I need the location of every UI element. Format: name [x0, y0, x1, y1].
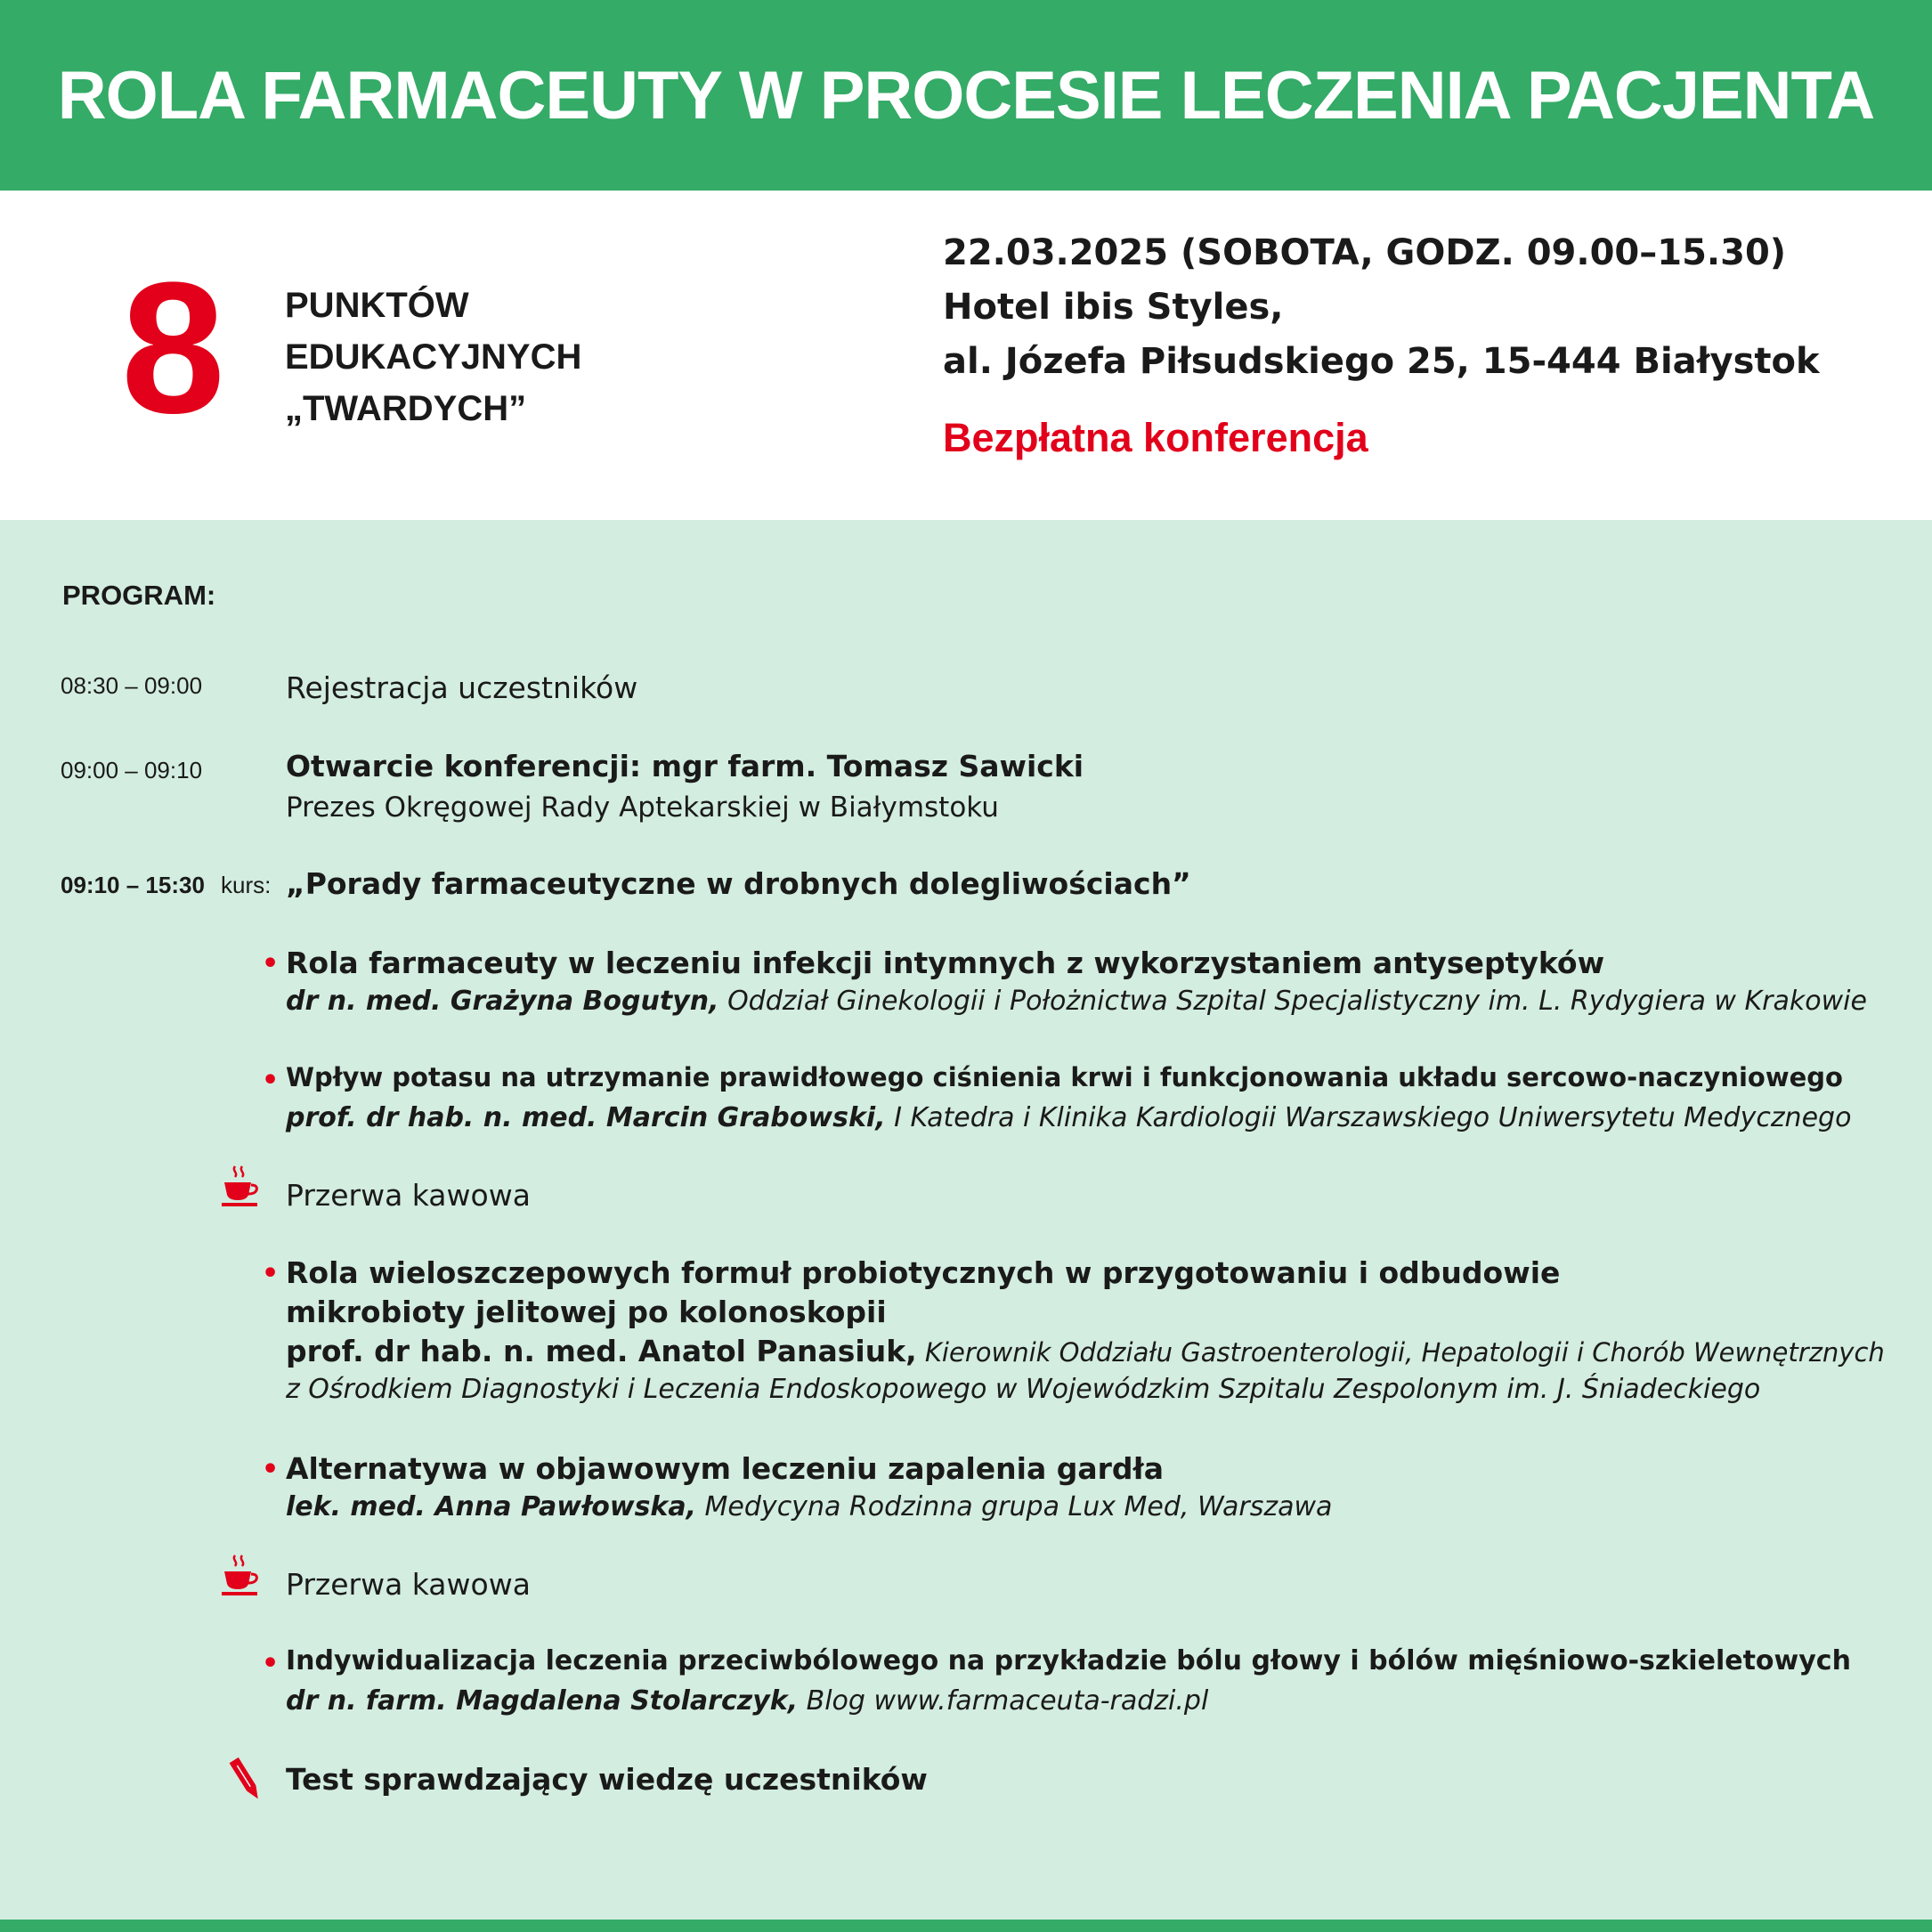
time-registration: 08:30 – 09:00 [61, 672, 203, 699]
topic-2-speaker-line [286, 1102, 1851, 1133]
registration-text: Rejestracja uczestników [286, 670, 638, 705]
pencil-icon [228, 1756, 265, 1806]
topic-1-speaker: dr n. med. Grażyna Bogutyn, [286, 986, 719, 1017]
topic-3-title-line2: mikrobioty jelitowej po kolonoskopii [286, 1295, 887, 1329]
topic-3-affiliation-line2 [286, 1374, 1760, 1405]
free-conference-label: Bezpłatna konferencja [943, 415, 1368, 460]
coffee-cup-icon [221, 1554, 260, 1596]
topic-1-title: Rola farmaceuty w leczeniu infekcji intymnych z wykorzystaniem antyseptyków [286, 946, 1605, 980]
points-line: PUNKTÓW [285, 286, 469, 325]
topic-bullet: • [262, 1454, 280, 1485]
topic-5-affiliation: Blog www.farmaceuta-radzi.pl [798, 1685, 1209, 1717]
topic-5-speaker-line [286, 1685, 1208, 1717]
event-date: 22.03.2025 (SOBOTA, GODZ. 09.00–15.30) [943, 232, 1787, 273]
footer-bar [0, 1920, 1932, 1932]
time-course: 09:10 – 15:30 [61, 872, 205, 898]
opening-title: Otwarcie konferencji: mgr farm. Tomasz Sawicki [286, 749, 1084, 783]
topic-1-speaker-line [286, 986, 1867, 1017]
topic-5-title: Indywidualizacja leczenia przeciwbólowego na przykładzie bólu głowy i bólów mięśniowo-szkieletowych [286, 1645, 1851, 1676]
program-heading: PROGRAM: [62, 580, 216, 611]
topic-2-affiliation: I Katedra i Klinika Kardiologii Warszawskiego Uniwersytetu Medycznego [885, 1102, 1852, 1133]
topic-1-affiliation: Oddział Ginekologii i Położnictwa Szpital Specjalistyczny im. L. Rydygiera w Krakowie [718, 986, 1867, 1017]
topic-3-speaker: prof. dr hab. n. med. Anatol Panasiuk, [286, 1334, 917, 1368]
topic-2-title: Wpływ potasu na utrzymanie prawidłowego ciśnienia krwi i funkcjonowania układu sercowo-naczyniowego [286, 1062, 1843, 1092]
coffee-break-1: Przerwa kawowa [286, 1178, 531, 1213]
opening-subtitle: Prezes Okręgowej Rady Aptekarskiej w Białymstoku [286, 791, 999, 824]
topic-5-speaker: dr n. farm. Magdalena Stolarczyk, [286, 1685, 799, 1717]
topic-2-speaker: prof. dr hab. n. med. Marcin Grabowski, [286, 1102, 886, 1133]
topic-4-speaker-line [286, 1491, 1332, 1522]
topic-bullet: • [262, 948, 280, 979]
topic-3-speaker-line [286, 1334, 1885, 1368]
topic-4-title: Alternatywa w objawowym leczeniu zapalenia gardła [286, 1451, 1165, 1486]
points-line: EDUKACYJNYCH [285, 337, 582, 377]
points-number: 8 [121, 243, 225, 452]
time-opening: 09:00 – 09:10 [61, 757, 203, 783]
coffee-break-2: Przerwa kawowa [286, 1567, 531, 1602]
event-address: al. Józefa Piłsudskiego 25, 15-444 Białystok [943, 341, 1820, 382]
topic-4-affiliation: Medycyna Rodzinna grupa Lux Med, Warszawa [696, 1491, 1333, 1522]
topic-4-speaker: lek. med. Anna Pawłowska, [286, 1491, 697, 1522]
topic-3-affiliation: Kierownik Oddziału Gastroenterologii, Hepatologii i Chorób Wewnętrznych [916, 1337, 1885, 1368]
points-line: „TWARDYCH” [285, 389, 527, 428]
event-details [943, 226, 1820, 389]
topic-bullet: • [262, 1258, 280, 1289]
points-label [285, 280, 581, 434]
topic-bullet: • [262, 1065, 280, 1096]
page-title: ROLA FARMACEUTY W PROCESIE LECZENIA PACJENTA [57, 57, 1875, 134]
topic-3-title-line1: Rola wieloszczepowych formuł probiotycznych w przygotowaniu i odbudowie [286, 1255, 1561, 1290]
course-title: „Porady farmaceutyczne w drobnych dolegliwościach” [286, 866, 1191, 901]
topic-3-affiliation-cont: z Ośrodkiem Diagnostyki i Leczenia Endoskopowego w Wojewódzkim Szpitalu Zespolonym im. J. Śniadeckiego [286, 1374, 1761, 1405]
header-banner [0, 0, 1932, 191]
knowledge-test: Test sprawdzający wiedzę uczestników [286, 1762, 928, 1797]
event-venue: Hotel ibis Styles, [943, 287, 1284, 328]
topic-bullet: • [262, 1648, 280, 1679]
course-prefix: kurs: [221, 872, 272, 898]
coffee-cup-icon [221, 1165, 260, 1207]
